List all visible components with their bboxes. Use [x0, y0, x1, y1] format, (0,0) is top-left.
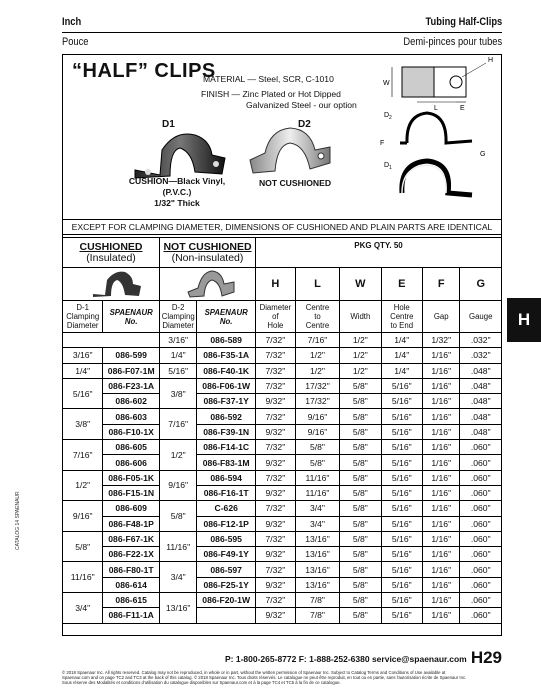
table-cell: 5/8"	[340, 501, 381, 516]
spaenaur-head-1: SPAENAUR No.	[103, 301, 160, 333]
table-cell: .048"	[460, 378, 502, 393]
table-cell: 9/32"	[256, 394, 296, 409]
table-cell: 5/8"	[340, 516, 381, 531]
table-cell: 5/8"	[340, 440, 381, 455]
table-cell: 086-605	[103, 440, 160, 455]
table-cell: 5/8"	[295, 455, 339, 470]
table-row	[63, 562, 502, 577]
table-cell: .032"	[460, 333, 502, 348]
l-head: Centre to Centre	[295, 301, 339, 333]
table-cell: 086-F10-1X	[103, 424, 160, 439]
table-cell: 7/32"	[256, 562, 296, 577]
table-row	[63, 394, 502, 409]
table-cell: 086-F23-1A	[103, 378, 160, 393]
not-cushioned-head: NOT CUSHIONED (Non-insulated)	[160, 238, 256, 268]
table-cell: 086-609	[103, 501, 160, 516]
table-cell: 1/16"	[423, 516, 460, 531]
svg-text:1: 1	[389, 165, 392, 171]
dim-d2: D	[384, 112, 390, 119]
table-cell: 9/32"	[256, 485, 296, 500]
finish-text-1: FINISH — Zinc Plated or Hot Dipped	[201, 89, 341, 99]
header-rule	[62, 32, 502, 33]
table-cell: 7/32"	[256, 531, 296, 546]
table-cell: 9/32"	[256, 516, 296, 531]
col-letter-l: L	[295, 268, 339, 301]
table-cell: 1/2"	[340, 363, 381, 378]
plain-clip-image	[245, 125, 335, 175]
table-row	[63, 501, 502, 516]
material-text: MATERIAL — Steel, SCR, C-1010	[203, 74, 334, 84]
table-cell: 5/8"	[340, 424, 381, 439]
table-cell: .048"	[460, 424, 502, 439]
table-cell: 5/8"	[340, 531, 381, 546]
table-row	[63, 593, 502, 608]
table-cell: 3/4"	[63, 593, 103, 624]
table-cell: 3/16"	[160, 333, 197, 348]
table-cell: .060"	[460, 440, 502, 455]
table-cell: 7/16"	[295, 333, 339, 348]
table-cell: 5/8"	[340, 394, 381, 409]
table-cell: 086-603	[103, 409, 160, 424]
svg-text:2: 2	[389, 115, 392, 121]
table-cell: 1/16"	[423, 485, 460, 500]
plain-thumb	[160, 268, 256, 301]
table-cell: .060"	[460, 501, 502, 516]
table-cell: 086-F80-1T	[103, 562, 160, 577]
except-note: EXCEPT FOR CLAMPING DIAMETER, DIMENSIONS OF CUSHIONED AND PLAIN PARTS ARE IDENTICAL	[62, 219, 502, 235]
table-cell: 1/4"	[63, 363, 103, 378]
header-units-fr: Pouce	[62, 36, 89, 48]
table-cell: 1/16"	[423, 593, 460, 608]
dim-d1: D	[384, 162, 390, 169]
dim-l: L	[434, 105, 438, 112]
table-cell: 7/16"	[160, 409, 197, 440]
table-cell: .060"	[460, 455, 502, 470]
table-cell: 086-F25-1Y	[197, 577, 256, 592]
table-cell: 3/16"	[63, 348, 103, 363]
table-cell: 086-F12-1P	[197, 516, 256, 531]
section-tab-h: H	[507, 298, 541, 342]
table-cell: 1/16"	[423, 348, 460, 363]
col-letter-h: H	[256, 268, 296, 301]
e-head: Hole Centre to End	[381, 301, 422, 333]
page-number: H29	[470, 648, 502, 667]
table-row	[63, 470, 502, 485]
table-cell: 3/4"	[160, 562, 197, 593]
table-cell: 1/32"	[423, 333, 460, 348]
table-cell: .060"	[460, 531, 502, 546]
table-cell: 7/32"	[256, 409, 296, 424]
header-section-en: Tubing Half-Clips	[425, 16, 502, 28]
table-cell: 5/16"	[381, 455, 422, 470]
table-cell: 3/4"	[295, 516, 339, 531]
f-head: Gap	[423, 301, 460, 333]
table-cell: 13/16"	[295, 547, 339, 562]
table-cell: 5/16"	[63, 378, 103, 409]
table-cell: .048"	[460, 409, 502, 424]
table-cell: 5/8"	[340, 470, 381, 485]
cushion-desc-3: 1/32" Thick	[154, 198, 200, 208]
cushion-desc-1: CUSHION—Black Vinyl,	[128, 176, 226, 186]
table-cell: 3/8"	[63, 409, 103, 440]
table-cell: 086-F05-1K	[103, 470, 160, 485]
table-cell: .060"	[460, 562, 502, 577]
table-cell: 086-F15-1N	[103, 485, 160, 500]
table-cell: 9/16"	[295, 409, 339, 424]
dim-f: F	[380, 140, 385, 147]
table-row	[63, 547, 502, 562]
table-cell: .032"	[460, 348, 502, 363]
table-cell: 5/16"	[381, 562, 422, 577]
table-cell: 086-F16-1T	[197, 485, 256, 500]
table-cell: 086-592	[197, 409, 256, 424]
table-cell: 7/8"	[295, 608, 339, 623]
table-cell: 5/16"	[160, 363, 197, 378]
table-cell: 5/16"	[381, 531, 422, 546]
table-cell: .060"	[460, 577, 502, 592]
cushioned-thumb	[63, 268, 160, 301]
table-cell: 5/8"	[340, 409, 381, 424]
table-cell: 1/16"	[423, 531, 460, 546]
table-cell: 086-F67-1K	[103, 531, 160, 546]
table-cell: 086-589	[197, 333, 256, 348]
cushioned-clip-image	[130, 130, 230, 180]
table-cell: 3/4"	[295, 501, 339, 516]
table-cell: 086-F37-1Y	[197, 394, 256, 409]
table-row	[63, 333, 502, 348]
table-cell: 7/32"	[256, 470, 296, 485]
dim-e: E	[460, 105, 465, 112]
table-cell: 086-F20-1W	[197, 593, 256, 608]
table-cell: 086-599	[103, 348, 160, 363]
table-cell: 9/32"	[256, 455, 296, 470]
dim-w: W	[383, 80, 390, 87]
table-cell: 086-F22-1X	[103, 547, 160, 562]
table-cell: 5/8"	[340, 562, 381, 577]
col-letter-g: G	[460, 268, 502, 301]
table-cell: 086-597	[197, 562, 256, 577]
table-cell: 5/16"	[381, 593, 422, 608]
table-cell: C-626	[197, 501, 256, 516]
cell-empty	[63, 333, 160, 348]
spaenaur-head-2: SPAENAUR No.	[197, 301, 256, 333]
table-cell: 5/8"	[340, 577, 381, 592]
table-cell: 1/4"	[160, 348, 197, 363]
table-cell: 1/2"	[340, 348, 381, 363]
table-cell: 5/8"	[295, 440, 339, 455]
g-head: Gauge	[460, 301, 502, 333]
table-cell: 086-F39-1N	[197, 424, 256, 439]
cushioned-head: CUSHIONED (Insulated)	[63, 238, 160, 268]
table-cell: 5/8"	[63, 531, 103, 562]
table-cell: 1/16"	[423, 470, 460, 485]
d2-head: D-2 Clamping Diameter	[160, 301, 197, 333]
w-head: Width	[340, 301, 381, 333]
table-cell: 5/16"	[381, 485, 422, 500]
table-cell: 13/16"	[295, 531, 339, 546]
table-cell: 1/16"	[423, 562, 460, 577]
table-cell: 5/16"	[381, 424, 422, 439]
table-cell: 1/16"	[423, 577, 460, 592]
table-cell: 5/8"	[340, 455, 381, 470]
table-cell: 1/16"	[423, 409, 460, 424]
table-cell: 086-F11-1A	[103, 608, 160, 623]
table-cell: 5/16"	[381, 394, 422, 409]
dim-h: H	[488, 57, 494, 64]
table-row	[63, 577, 502, 592]
table-cell: 9/32"	[256, 577, 296, 592]
table-cell: 5/8"	[340, 547, 381, 562]
table-cell: 7/32"	[256, 363, 296, 378]
table-row	[63, 378, 502, 393]
table-cell: 5/16"	[381, 608, 422, 623]
dim-g: G	[480, 151, 486, 158]
table-cell: .060"	[460, 608, 502, 623]
table-cell: 1/2"	[160, 440, 197, 471]
table-cell: 1/16"	[423, 378, 460, 393]
table-cell	[197, 608, 256, 623]
table-cell: .060"	[460, 470, 502, 485]
table-cell: 13/16"	[295, 562, 339, 577]
product-title: “HALF” CLIPS	[72, 60, 216, 82]
table-cell: 1/4"	[381, 363, 422, 378]
col-letter-f: F	[423, 268, 460, 301]
table-cell: 17/32"	[295, 378, 339, 393]
table-cell: 086-594	[197, 470, 256, 485]
cushioned-thumb-image	[63, 268, 159, 298]
table-cell: 086-595	[197, 531, 256, 546]
table-cell: 7/8"	[295, 593, 339, 608]
table-cell: 1/2"	[295, 363, 339, 378]
table-cell: .048"	[460, 363, 502, 378]
finish-text-2: Galvanized Steel - our option	[246, 100, 357, 110]
table-cell: 5/16"	[381, 470, 422, 485]
table-cell: 1/2"	[63, 470, 103, 501]
table-cell: 1/16"	[423, 424, 460, 439]
table-cell: 13/16"	[160, 593, 197, 624]
table-cell: 11/16"	[160, 531, 197, 562]
table-row	[63, 608, 502, 623]
table-cell: .060"	[460, 516, 502, 531]
dimension-diagram	[372, 55, 502, 215]
table-cell: 086-614	[103, 577, 160, 592]
footer-legal: © 2018 Spaenaur Inc. All rights reserved. Catalog may not be reproduced, in whole or in part, without the written permission of Spaenaur Inc. Subject to Catalog Terms and Conditions of Use available at Spaenaur.com and on page TC2 and TC3 at the back of this catalog. © 2018 Spaenaur Inc. Tous droits réservés. Le catalogue ne peut être reproduit, en tout ou en partie, sans l'autorisation écrite de Spaenaur Inc. Sous réserve des Modalités et conditions d'utilisation du catalogue disponibles sur Spaenaur.com et à la page TC4 et TC5 à la fin de ce catalogue.	[62, 670, 467, 685]
table-cell: 9/16"	[160, 470, 197, 501]
table-cell: 1/4"	[381, 333, 422, 348]
table-cell: 7/16"	[63, 440, 103, 471]
table-row	[63, 348, 502, 363]
table-cell: .048"	[460, 394, 502, 409]
table-cell: 086-F07-1M	[103, 363, 160, 378]
table-cell: 086-F35-1A	[197, 348, 256, 363]
table-cell: 086-615	[103, 593, 160, 608]
table-row	[63, 485, 502, 500]
table-cell: 1/16"	[423, 394, 460, 409]
table-cell: 1/4"	[381, 348, 422, 363]
table-cell: .060"	[460, 593, 502, 608]
table-cell: 7/32"	[256, 593, 296, 608]
table-cell: 1/16"	[423, 608, 460, 623]
table-cell: 9/32"	[256, 608, 296, 623]
table-cell: 5/8"	[160, 501, 197, 532]
table-cell: 7/32"	[256, 440, 296, 455]
table-cell: 9/16"	[295, 424, 339, 439]
table-cell: 086-F48-1P	[103, 516, 160, 531]
table-cell: 7/32"	[256, 501, 296, 516]
table-cell: 5/16"	[381, 547, 422, 562]
table-cell: 5/16"	[381, 501, 422, 516]
table-cell: 1/16"	[423, 440, 460, 455]
table-cell: 1/16"	[423, 455, 460, 470]
not-cushioned-desc: NOT CUSHIONED	[258, 178, 332, 188]
table-cell: 086-606	[103, 455, 160, 470]
table-cell: 5/16"	[381, 440, 422, 455]
header-units-en: Inch	[62, 16, 82, 28]
spec-table	[62, 237, 502, 624]
table-cell: 11/16"	[295, 470, 339, 485]
header-section-fr: Demi-pinces pour tubes	[403, 36, 502, 48]
table-row	[63, 531, 502, 546]
d1-label: D1	[162, 119, 175, 130]
table-cell: 9/32"	[256, 424, 296, 439]
col-letter-w: W	[340, 268, 381, 301]
table-cell: 9/16"	[63, 501, 103, 532]
table-cell: 7/32"	[256, 333, 296, 348]
table-cell: 13/16"	[295, 577, 339, 592]
cushion-desc-2: (P.V.C.)	[162, 187, 192, 197]
table-cell: .060"	[460, 485, 502, 500]
table-row	[63, 440, 502, 455]
side-catalog-text: CATALOG 14 SPAENAUR	[15, 491, 21, 550]
h-head: Diameter of Hole	[256, 301, 296, 333]
column-headers	[63, 301, 502, 333]
table-cell: 1/2"	[295, 348, 339, 363]
d1-head: D-1 Clamping Diameter	[63, 301, 103, 333]
table-cell: 5/8"	[340, 485, 381, 500]
table-cell: 1/16"	[423, 363, 460, 378]
table-cell: 7/32"	[256, 378, 296, 393]
table-cell: 11/16"	[63, 562, 103, 593]
table-cell: 086-F40-1K	[197, 363, 256, 378]
table-cell: 086-F14-1C	[197, 440, 256, 455]
table-row	[63, 455, 502, 470]
table-cell: 5/16"	[381, 577, 422, 592]
table-row	[63, 424, 502, 439]
table-cell: 5/8"	[340, 593, 381, 608]
table-cell: 086-602	[103, 394, 160, 409]
table-cell: 086-F49-1Y	[197, 547, 256, 562]
table-cell: 17/32"	[295, 394, 339, 409]
table-cell: 3/8"	[160, 378, 197, 409]
table-cell: 11/16"	[295, 485, 339, 500]
pkg-qty: PKG QTY. 50	[256, 238, 502, 268]
table-cell: 5/8"	[340, 378, 381, 393]
table-cell: 5/16"	[381, 378, 422, 393]
d2-label: D2	[298, 119, 311, 130]
table-cell: 5/16"	[381, 409, 422, 424]
plain-thumb-image	[160, 268, 255, 298]
cushion-desc	[112, 176, 242, 209]
col-letter-e: E	[381, 268, 422, 301]
footer-contact: P: 1-800-265-8772 F: 1-888-252-6380 service@spaenaur.com	[225, 654, 467, 664]
table-row	[63, 409, 502, 424]
table-cell: 1/16"	[423, 547, 460, 562]
table-cell: 086-F06-1W	[197, 378, 256, 393]
table-cell: 086-F83-1M	[197, 455, 256, 470]
table-cell: .060"	[460, 547, 502, 562]
table-cell: 1/2"	[340, 333, 381, 348]
table-row	[63, 516, 502, 531]
table-cell: 1/16"	[423, 501, 460, 516]
table-cell: 5/8"	[340, 608, 381, 623]
table-row	[63, 363, 502, 378]
table-cell: 7/32"	[256, 348, 296, 363]
table-cell: 5/16"	[381, 516, 422, 531]
table-cell: 9/32"	[256, 547, 296, 562]
